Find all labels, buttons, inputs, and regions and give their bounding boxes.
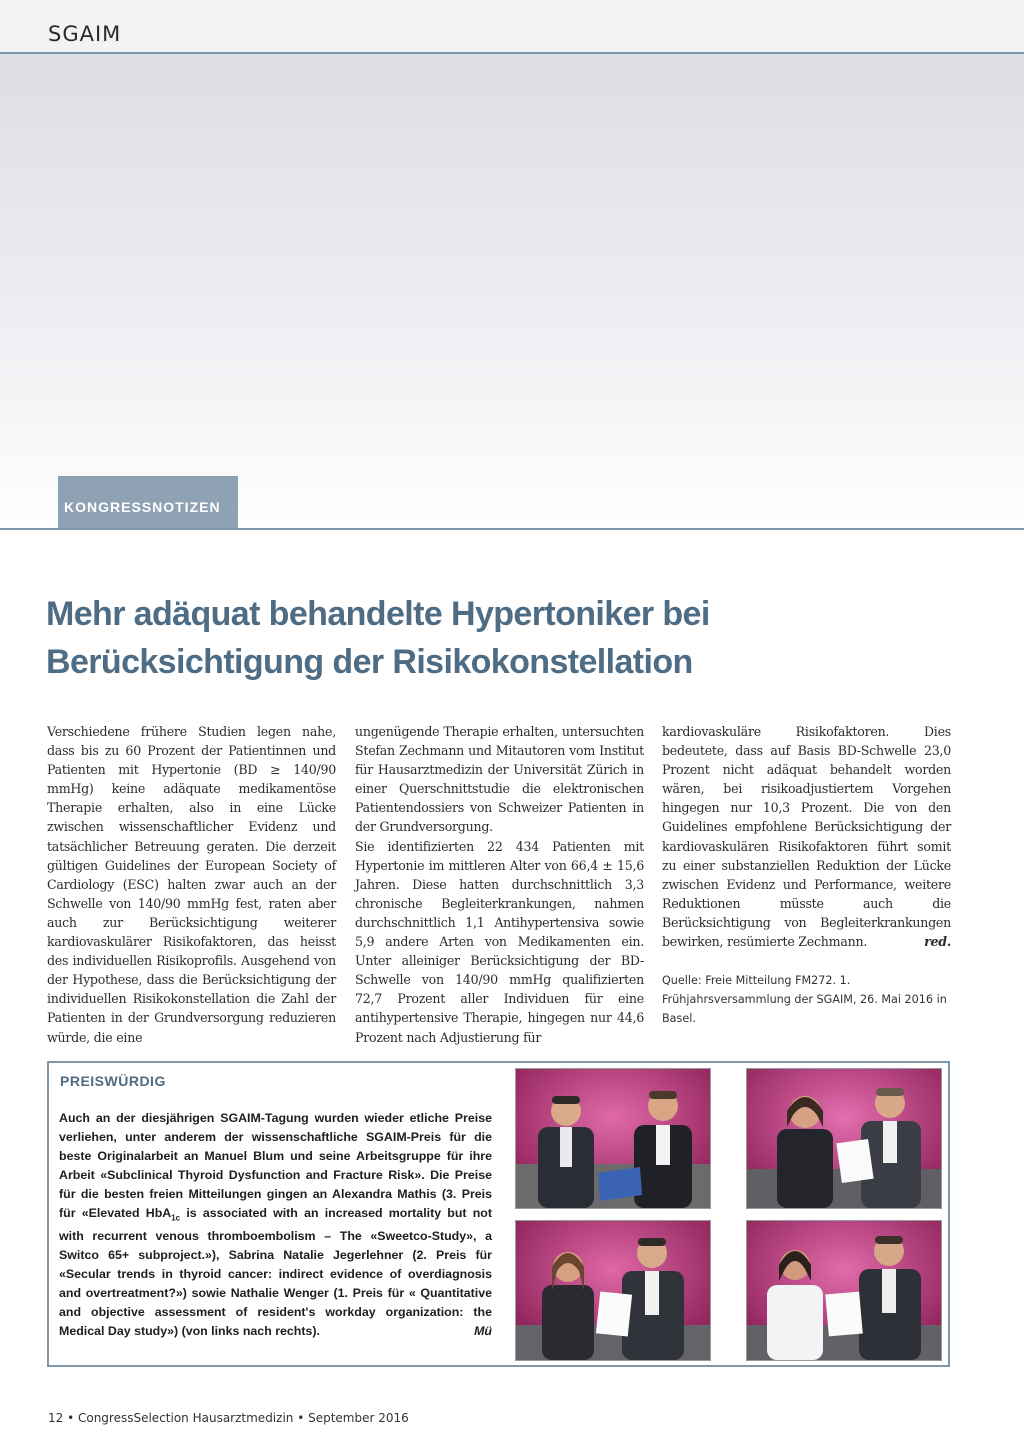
award-text-part-1: Auch an der diesjährigen SGAIM-Tagung wurden wieder etliche Preise verliehen, unter anderem der wissenschaftliche SGAIM-Preis für die beste Originalarbeit an Manuel Blum und seine Arbeitsgruppe für ihre Arbeit «Subclinical Thyroid Dysfunction and Fracture Risk». Die Preise für die besten freien Mitteilungen gingen an Alexandra Mathis (3. Preis für «Elevated HbA — [59, 1111, 492, 1220]
award-photo-3 — [515, 1220, 711, 1361]
award-text-part-2: is associated with an increased mortality but not with recurrent venous thromboembolism – The «Sweetco-Study», a Switco 65+ subproject.»), Sabrina Natalie Jegerlehner (2. Preis für «Secular trends in thyroid cancer: indirect evidence of overdiagnosis and overtreatment?») sowie Nathalie Wenger (1. Preis für « Quantitative and objective assessment of resident's workday organization: the Medical Day study») (von links nach rechts). — [59, 1206, 493, 1339]
column-1-text: Verschiedene frühere Studien legen nahe, dass bis zu 60 Prozent der Patientinnen und Patienten mit Hypertonie (BD ≥ 140/90 mmHg) keine adäquate medikamentöse Therapie erhalten, also in eine Lücke zwischen wissenschaftlicher Evidenz und tatsächlicher Betreuung geraten. Die derzeit gültigen Guidelines der European Society of Cardiology (ESC) halten zwar auch an der Schwelle von 140/90 mmHg fest, raten aber auch zur Berücksichtigung weiterer kardiovaskulärer Risikofaktoren, das heisst des individuellen Risikoprofils. Ausgehend von der Hypothese, dass die Berücksichtigung der individuellen Risikokonstellation die Zahl der Patienten in der Grundversorgung reduzieren würde, die eine — [47, 724, 336, 1045]
article-signature: red. — [924, 934, 951, 950]
article-source: Quelle: Freie Mitteilung FM272. 1. Frühjahrsversammlung der SGAIM, 26. Mai 2016 in Basel. — [662, 974, 947, 1025]
award-photo-1 — [515, 1068, 711, 1209]
award-photo-4 — [746, 1220, 942, 1361]
section-tab — [58, 476, 238, 528]
journal-section-label: SGAIM — [48, 22, 122, 46]
page-footer: 12 • CongressSelection Hausarztmedizin • September 2016 — [48, 1411, 409, 1425]
award-box-signature: Mü — [474, 1324, 492, 1339]
article-column-2 — [355, 722, 644, 1047]
header-band — [0, 0, 1024, 54]
column-2-paragraph-2: Sie identifizierten 22 434 Patienten mit Hypertonie im mittleren Alter von 66,4 ± 15,6 Jahren. Diese hatten durchschnittlich 3,3 chronische Begleiterkrankungen, nahmen durchschnittlich 1,1 Antihypertensiva sowie 5,9 andere Arten von Medikamenten ein. Unter alleiniger Berücksichtigung der BD-Schwelle von 140/90 mmHg qualifizierten 72,7 Prozent aller Individuen für eine antihypertensive Therapie, hingegen nur 44,6 Prozent nach Adjustierung für — [355, 838, 644, 1045]
image-placeholder-area — [0, 54, 1024, 530]
column-2-paragraph-1: ungenügende Therapie erhalten, untersuchten Stefan Zechmann und Mitautoren vom Institut für Hausarztmedizin der Universität Zürich in einer Querschnittstudie die elektronischen Patientendossiers von Schweizer Patienten in der Grundversorgung. — [355, 724, 644, 835]
column-3-body: kardiovaskuläre Risikofaktoren. Dies bedeutete, dass auf Basis BD-Schwelle 23,0 Prozent nicht adäquat behandelt worden wären, bei risikoadjustiertem Vorgehen hingegen nur 10,3 Prozent. Die von den Guidelines empfohlene Berücksichtigung der kardiovaskulären Risikofaktoren führt somit zu einer substanziellen Reduktion der Lücke zwischen Evidenz und Performance, weitere Reduktionen müsste auch die Berücksichtigung von Begleiterkrankungen bewirken, resümierte Zechmann. — [662, 724, 951, 950]
article-column-3 — [662, 722, 951, 951]
section-rule — [0, 528, 1024, 530]
award-box-text — [59, 1109, 492, 1341]
award-photo-2 — [746, 1068, 942, 1209]
section-tab-label: KONGRESSNOTIZEN — [64, 499, 221, 515]
article-title: Mehr adäquat behandelte Hypertoniker bei Berücksichtigung der Risikokonstellation — [46, 595, 710, 681]
award-box-title: PREISWÜRDIG — [60, 1073, 166, 1089]
article-column-1 — [47, 722, 336, 1047]
award-text-subscript: 1c — [171, 1213, 181, 1223]
column-3-text — [662, 722, 951, 951]
